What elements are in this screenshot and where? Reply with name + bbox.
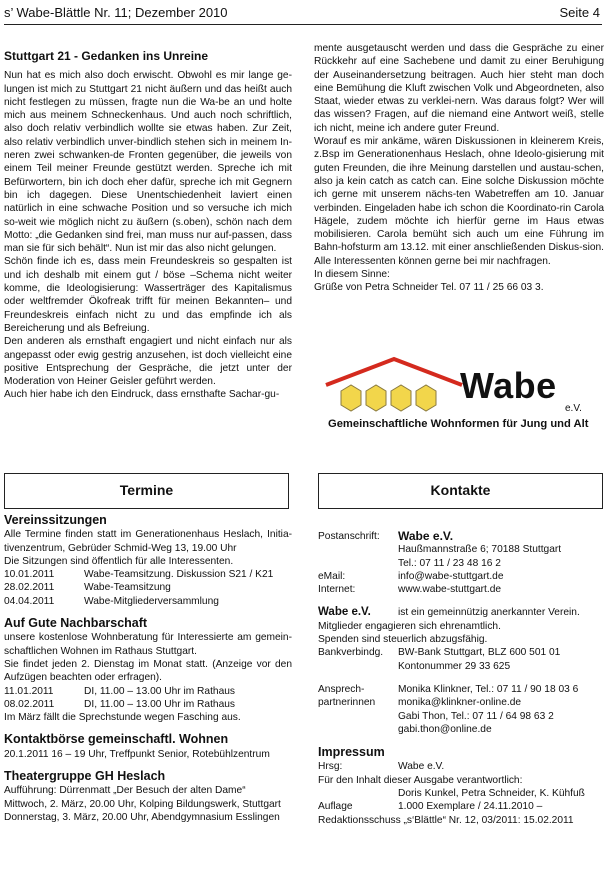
kontakte-heading-box xyxy=(318,473,603,509)
article-paragraph: Den anderen als ernsthaft engagiert und nicht einfach nur als angepasst oder ewig gestrig anzusehen, ist doch vielleicht eine positive Entsprechung der Gespräche, die jetzt unter der Moderation von Heiner Geisler geführt werden. xyxy=(4,336,292,388)
contact-email[interactable]: gabi.thon@online.de xyxy=(398,723,492,735)
article-left-column xyxy=(4,50,292,402)
website-link[interactable]: www.wabe-stuttgart.de xyxy=(398,584,502,596)
kontaktboerse-text: 20.1.2011 16 – 19 Uhr, Treffpunkt Senior, Rotebühlzentrum xyxy=(4,748,270,760)
address-line: Haußmannstraße 6; 70188 Stuttgart xyxy=(398,544,562,556)
nachbarschaft-text: Sie findet jeden 2. Dienstag im Monat statt. (Anzeige vor den Aufzügen beachten oder erfragen). xyxy=(4,658,292,684)
article-paragraph: Auch hier habe ich den Eindruck, dass ernsthafte Sachar-gu- xyxy=(4,389,280,401)
email-link[interactable]: info@wabe-stuttgart.de xyxy=(398,570,504,582)
logo-wordmark: Wabe xyxy=(460,365,557,406)
date-row: 10.01.2011 Wabe-Teamsitzung. Diskussion S21 / K21 xyxy=(4,569,274,581)
article-paragraph: Nun hat es mich also doch erwischt. Obwohl es mir lange ge-lungen ist mich zu Stuttgart 21 nicht äußern und das heißt auch nicht festlegen zu müssen, fragte nun die Wa-be an und holte mich aus meinem Schneckenhaus. Und auch noch schriftlich, also doch relativ verbindlich wollte sie etwas haben. Zur Zeit, also relativ verbindlich unver-bindlich stehen sich in meinem In-neren zwei schwanken-de Fronten gegenüber, die jeweils von einem Teil meiner Freunde gestützt werden. Spreche ich mit Befürwortern, bin ich doch eher dafür, spreche ich mit Gegnern bin ich dagegen. Diese Unentschiedenheit laviert einen natürlich in eine schwache Position und so versuche ich mich so-weit wie möglich nicht zu äußern (s.oben), schön nach dem Motto: „die Gedanken sind frei, man muss nur auf-passen, dass man sie für sich behält“. Nun ist mir das also nicht gelungen. xyxy=(4,70,292,255)
termine-heading-box xyxy=(4,473,289,509)
verein-line: Spenden sind steuerlich abzugsfähig. xyxy=(318,634,488,646)
hrsg-label: Hrsg: xyxy=(318,761,343,773)
date-row: 08.02.2011 DI, 11.00 – 13.00 Uhr im Rathaus xyxy=(4,698,236,710)
article-paragraph: Schön finde ich es, dass mein Freundeskreis so gespalten ist und ich deshalb mit einem gut / böse –Schema nicht weiter komme, die Ideologisierung: Wasserträger des Kapitalismus oder weltfremder Ökofreak trifft für meinen Bekannten– und Freundeskreis einfach nicht zu und das empfinde ich als Bereicherung und als Befreiung. xyxy=(4,256,292,334)
verein-text: ist ein gemeinnützig anerkannter Verein. xyxy=(398,607,580,619)
article-paragraph: mente ausgetauscht werden und dass die Gespräche zu einer Rückkehr auf eine Sachebene und damit zu einer Beruhigung der Auseinandersetzung beitragen. Auch hier steht man doch eine Bemühung die Kluft zwischen Volk und Abgeordneten, also Staat, wieder etwas zu verklei-nern. Was daraus folgt? Wer will das wissen? Fragen, auf die niemand eine Antwort weiß, stelle ich nicht, meine ich andere guter Freund. xyxy=(314,43,604,134)
kontakte-heading: Kontakte xyxy=(430,482,491,499)
redaktionsschluss-line: Redaktionsschuss „s‘Blättle“ Nr. 12, 03/2011: 15.02.2011 xyxy=(318,814,574,826)
postanschrift-label: Postanschrift: xyxy=(318,531,380,542)
contact-email[interactable]: monika@klinkner-online.de xyxy=(398,697,522,709)
email-label: eMail: xyxy=(318,570,346,582)
date-row: 28.02.2011 Wabe-Teamsitzung xyxy=(4,582,171,594)
nachbarschaft-note: Im März fällt die Sprechstunde wegen Fasching aus. xyxy=(4,712,241,724)
vereinssitzungen-text: Die Sitzungen sind öffentlich für alle Interessenten. xyxy=(4,555,234,567)
verantwortlich-line: Für den Inhalt dieser Ausgabe verantwortlich: xyxy=(318,774,523,786)
auflage-label: Auflage xyxy=(318,801,353,813)
theater-line: Mittwoch, 2. März, 20.00 Uhr, Kolping Bildungswerk, Stuttgart xyxy=(4,798,281,810)
kontaktboerse-title: Kontaktbörse gemeinschaftl. Wohnen xyxy=(4,732,229,747)
contact-line: Monika Klinkner, Tel.: 07 11 / 90 18 03 6 xyxy=(398,683,579,695)
date-row: 11.01.2011 DI, 11.00 – 13.00 Uhr im Rathaus xyxy=(4,685,236,697)
internet-label: Internet: xyxy=(318,584,356,596)
article-paragraph: Worauf es mir ankäme, wären Diskussionen in kleinerem Kreis, z.Bsp im Generationenhaus Heslach, ohne Ideolo-gisierung mit guten Freunden, die ihre Meinung darstellen und austau-schen, also ja kein catch as catch can. Eine solche Diskussion möchte ich gerne mit unserem nächs-ten Wabetreffen am 10. Januar verbinden. Eingeladen habe ich schon die Koordinato-rin Carola Hägele, zudem möchte ich hierfür gerne im Haus etwas mobilisieren. Carola bemüht sich auch um eine Führung im Bahn-hofsturm am 13.12. mit einer anschließenden Diskus-sion. Alle Interessenten können gerne bei mir nachfragen. xyxy=(314,136,604,267)
verein-label: Wabe e.V. xyxy=(318,606,371,619)
termine-section xyxy=(4,514,292,824)
wabe-logo xyxy=(324,355,594,435)
theater-line: Aufführung: Dürrenmatt „Der Besuch der alten Dame“ xyxy=(4,785,246,797)
page-header xyxy=(4,4,602,25)
contact-line: Gabi Thon, Tel.: 07 11 / 64 98 63 2 xyxy=(398,710,554,722)
logo-house-icon xyxy=(324,355,464,425)
date-row: 04.04.2011 Wabe-Mitgliederversammlung xyxy=(4,595,219,607)
phone-line: Tel.: 07 11 / 23 48 16 2 xyxy=(398,557,501,569)
autoren-line: Doris Kunkel, Petra Schneider, K. Kühfuß xyxy=(398,788,585,800)
termine-heading: Termine xyxy=(119,482,174,499)
nachbarschaft-title: Auf Gute Nachbarschaft xyxy=(4,616,148,631)
article-right-column xyxy=(314,42,604,295)
hrsg-value: Wabe e.V. xyxy=(398,761,445,773)
theater-line: Donnerstag, 3. März, 20.00 Uhr, Abendgymnasium Esslingen xyxy=(4,811,280,823)
kontakte-section xyxy=(318,530,604,827)
nachbarschaft-text: unsere kostenlose Wohnberatung für Interessierte am gemein-schaftlichen Wohnen im Rathaus Stuttgart. xyxy=(4,632,292,657)
vereinssitzungen-text: Alle Termine finden statt im Generationenhaus Heslach, Initia-tivenzentrum, Gebrüder Schmid-Weg 13, 19.00 Uhr xyxy=(4,529,292,554)
verein-line: Mitglieder engagieren sich ehrenamtlich. xyxy=(318,620,501,632)
auflage-value: 1.000 Exemplare / 24.11.2010 – xyxy=(398,801,543,813)
bank-line: Kontonummer 29 33 625 xyxy=(398,660,511,672)
issue-title: s’ Wabe-Blättle Nr. 11; Dezember 2010 xyxy=(4,5,228,20)
logo-ev: e.V. xyxy=(565,403,582,414)
article-paragraph: In diesem Sinne: xyxy=(314,269,390,281)
article-title: Stuttgart 21 - Gedanken ins Unreine xyxy=(4,49,209,63)
ansprech-label: partnerinnen xyxy=(318,697,376,709)
vereinssitzungen-title: Vereinssitzungen xyxy=(4,513,107,527)
page-number: Seite 4 xyxy=(559,5,600,20)
article-signature: Grüße von Petra Schneider Tel. 07 11 / 25 66 03 3. xyxy=(314,282,544,294)
bank-line: BW-Bank Stuttgart, BLZ 600 501 01 xyxy=(398,647,561,659)
logo-subtitle: Gemeinschaftliche Wohnformen für Jung und Alt xyxy=(328,418,589,430)
ansprech-label: Ansprech- xyxy=(318,683,365,695)
org-name: Wabe e.V. xyxy=(398,529,454,543)
bank-label: Bankverbindg. xyxy=(318,647,384,659)
impressum-title: Impressum xyxy=(318,745,385,760)
theatergruppe-title: Theatergruppe GH Heslach xyxy=(4,769,166,784)
